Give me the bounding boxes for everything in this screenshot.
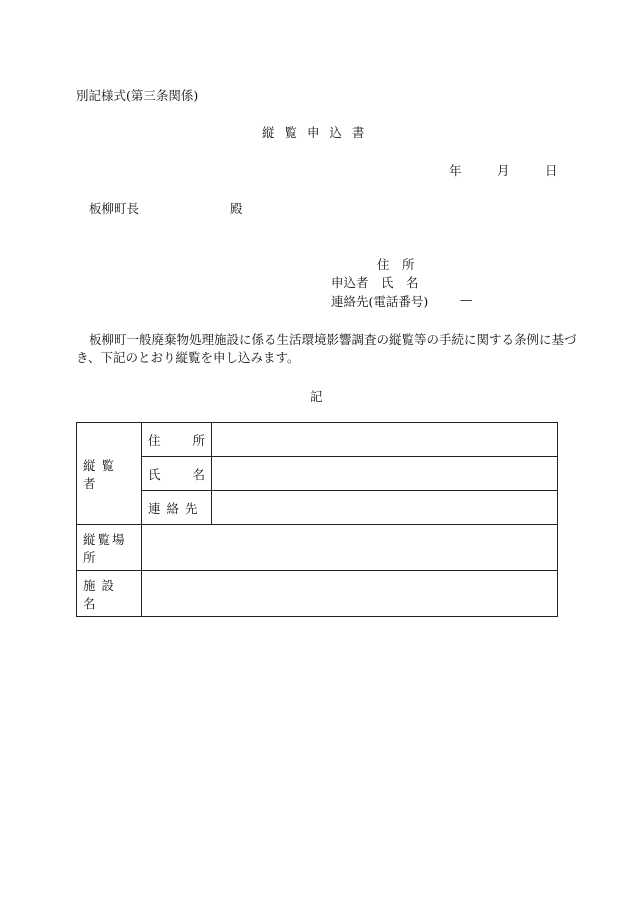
name-label-char-2: 名 [192,466,205,482]
document-title: 縦 覧 申 込 書 [262,125,368,140]
body-text-line-1: 板柳町一般廃棄物処理施設に係る生活環境影響調査の縦覧等の手続に関する条例に基づ [89,332,577,347]
table-row [77,491,558,525]
name-label-cell [142,457,212,491]
ki-heading: 記 [310,389,323,404]
contact-label: 連絡先 [142,491,212,525]
application-table [76,422,558,617]
address-label-char-1: 住 [148,432,161,448]
date-year: 年 [449,163,462,178]
name-field[interactable] [212,457,558,491]
applicant-address-label: 住 所 [377,257,415,272]
table-row [77,423,558,457]
table-row [77,525,558,571]
facility-name-field[interactable] [142,571,558,617]
name-label-char-1: 氏 [148,466,161,482]
contact-field[interactable] [212,491,558,525]
address-label-char-2: 所 [192,432,205,448]
applicant-name-label: 申込者 氏 名 [331,275,419,290]
address-label-cell [142,423,212,457]
date-month: 月 [497,163,510,178]
table-row [77,571,558,617]
body-text-line-2: き、下記のとおり縦覧を申し込みます。 [76,350,300,365]
date-day: 日 [545,163,558,178]
address-field[interactable] [212,423,558,457]
honorific: 殿 [230,201,243,216]
viewing-place-label: 縦覧場所 [77,525,142,571]
viewing-place-field[interactable] [142,525,558,571]
applicant-contact-label: 連絡先(電話番号) [331,294,429,309]
table-row [77,457,558,491]
phone-dash: — [460,292,473,307]
viewer-label: 縦覧者 [77,423,142,525]
facility-name-label: 施設名 [77,571,142,617]
form-reference: 別記様式(第三条関係) [76,88,199,103]
addressee: 板柳町長 [89,201,140,216]
